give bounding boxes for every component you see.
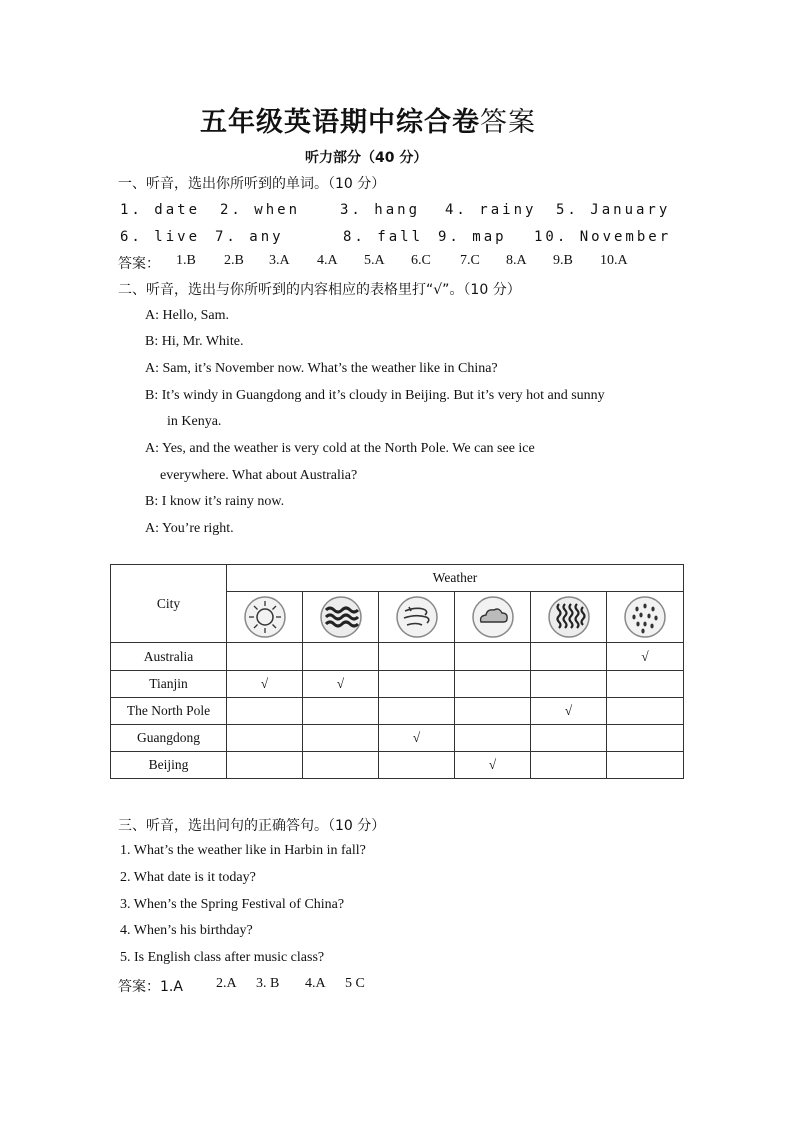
word-item: 4. rainy <box>445 202 537 218</box>
cloudy-icon <box>471 595 515 639</box>
check-cell <box>379 752 455 779</box>
city-cell: The North Pole <box>111 698 227 725</box>
answer-item: 6.C <box>411 253 431 268</box>
hot-waves-icon <box>547 595 591 639</box>
question-item: 4. When’s his birthday? <box>120 923 253 938</box>
answer-item: 答案：1.A <box>118 979 183 995</box>
question-item: 5. Is English class after music class? <box>120 950 325 965</box>
windy-icon <box>395 595 439 639</box>
section1-heading: 一、听音，选出你所听到的单词。（10 分） <box>118 176 386 192</box>
dialogue-line: A: Sam, it’s November now. What’s the weather like in China? <box>145 361 498 376</box>
rainy-icon-cell <box>607 592 684 643</box>
title-suffix: 答案 <box>480 107 536 138</box>
check-cell <box>303 698 379 725</box>
dialogue-line: B: Hi, Mr. White. <box>145 334 244 349</box>
dialogue-line: B: It’s windy in Guangdong and it’s cloudy in Beijing. But it’s very hot and sunny <box>145 388 605 403</box>
check-cell <box>303 643 379 671</box>
check-cell <box>607 752 684 779</box>
question-item: 2. What date is it today? <box>120 870 256 885</box>
check-cell <box>607 725 684 752</box>
word-item: 2. when <box>220 202 301 218</box>
table-row <box>111 698 684 725</box>
word-item: 6. live <box>120 229 201 245</box>
check-cell <box>303 725 379 752</box>
dialogue-line: B: I know it’s rainy now. <box>145 494 285 509</box>
answer-item: 1.B <box>176 253 196 268</box>
answer-item: 2.A <box>216 976 237 991</box>
answer-item: 10.A <box>600 253 628 268</box>
check-cell <box>531 752 607 779</box>
check-cell <box>455 643 531 671</box>
check-cell <box>607 698 684 725</box>
city-cell: Beijing <box>111 752 227 779</box>
answer-item: 5 C <box>345 976 365 991</box>
answer-item: 8.A <box>506 253 527 268</box>
document-title <box>200 100 536 139</box>
check-cell <box>531 643 607 671</box>
check-cell <box>531 671 607 698</box>
word-item: 8. fall <box>343 229 424 245</box>
answer-item: 2.B <box>224 253 244 268</box>
city-cell: Guangdong <box>111 725 227 752</box>
check-cell <box>227 725 303 752</box>
dialogue-line: everywhere. What about Australia? <box>160 468 358 483</box>
check-cell <box>227 698 303 725</box>
wavy-icon-cell <box>303 592 379 643</box>
section3-heading: 三、听音，选出问句的正确答句。（10 分） <box>118 818 386 834</box>
sunny-icon <box>243 595 287 639</box>
answer-item: 4.A <box>317 253 338 268</box>
table-row <box>111 725 684 752</box>
check-cell: √ <box>379 725 455 752</box>
word-item: 3. hang <box>340 202 421 218</box>
word-item: 7. any <box>215 229 284 245</box>
answer-item: 3. B <box>256 976 280 991</box>
answer-item: 9.B <box>553 253 573 268</box>
check-cell: √ <box>455 752 531 779</box>
check-cell <box>379 698 455 725</box>
dialogue-line: A: Yes, and the weather is very cold at the North Pole. We can see ice <box>145 441 535 456</box>
dialogue-line: in Kenya. <box>167 414 222 429</box>
check-cell <box>455 725 531 752</box>
word-item: 5. January <box>556 202 671 218</box>
table-row <box>111 643 684 671</box>
dialogue-line: A: You’re right. <box>145 521 234 536</box>
answer-item: 4.A <box>305 976 326 991</box>
check-cell <box>227 643 303 671</box>
section2-heading: 二、听音，选出与你所听到的内容相应的表格里打“√”。（10 分） <box>118 282 521 298</box>
hot-waves-icon-cell <box>531 592 607 643</box>
table-row <box>111 671 684 698</box>
check-cell <box>531 725 607 752</box>
cloudy-icon-cell <box>455 592 531 643</box>
rainy-icon <box>623 595 667 639</box>
word-item: 9. map <box>438 229 507 245</box>
check-cell <box>455 671 531 698</box>
check-cell <box>379 643 455 671</box>
city-cell: Australia <box>111 643 227 671</box>
check-cell <box>303 752 379 779</box>
check-cell <box>607 671 684 698</box>
check-cell: √ <box>227 671 303 698</box>
question-item: 3. When’s the Spring Festival of China? <box>120 897 345 912</box>
check-cell: √ <box>531 698 607 725</box>
answer-item: 5.A <box>364 253 385 268</box>
word-item: 10. November <box>534 229 672 245</box>
wavy-hot-icon <box>319 595 363 639</box>
check-cell: √ <box>607 643 684 671</box>
check-cell <box>455 698 531 725</box>
word-item: 1. date <box>120 202 201 218</box>
windy-icon-cell <box>379 592 455 643</box>
city-cell: Tianjin <box>111 671 227 698</box>
sunny-icon-cell <box>227 592 303 643</box>
weather-table <box>110 564 684 779</box>
check-cell: √ <box>303 671 379 698</box>
weather-header: Weather <box>227 565 684 592</box>
answer-item: 3.A <box>269 253 290 268</box>
question-item: 1. What’s the weather like in Harbin in fall? <box>120 843 366 858</box>
section-subtitle: 听力部分（40 分） <box>305 150 428 166</box>
table-row <box>111 752 684 779</box>
answer-item: 7.C <box>460 253 480 268</box>
answer-label: 答案： <box>118 256 160 272</box>
check-cell <box>227 752 303 779</box>
title-main: 五年级英语期中综合卷 <box>200 107 480 138</box>
city-header: City <box>111 565 227 643</box>
dialogue-line: A: Hello, Sam. <box>145 308 229 323</box>
check-cell <box>379 671 455 698</box>
